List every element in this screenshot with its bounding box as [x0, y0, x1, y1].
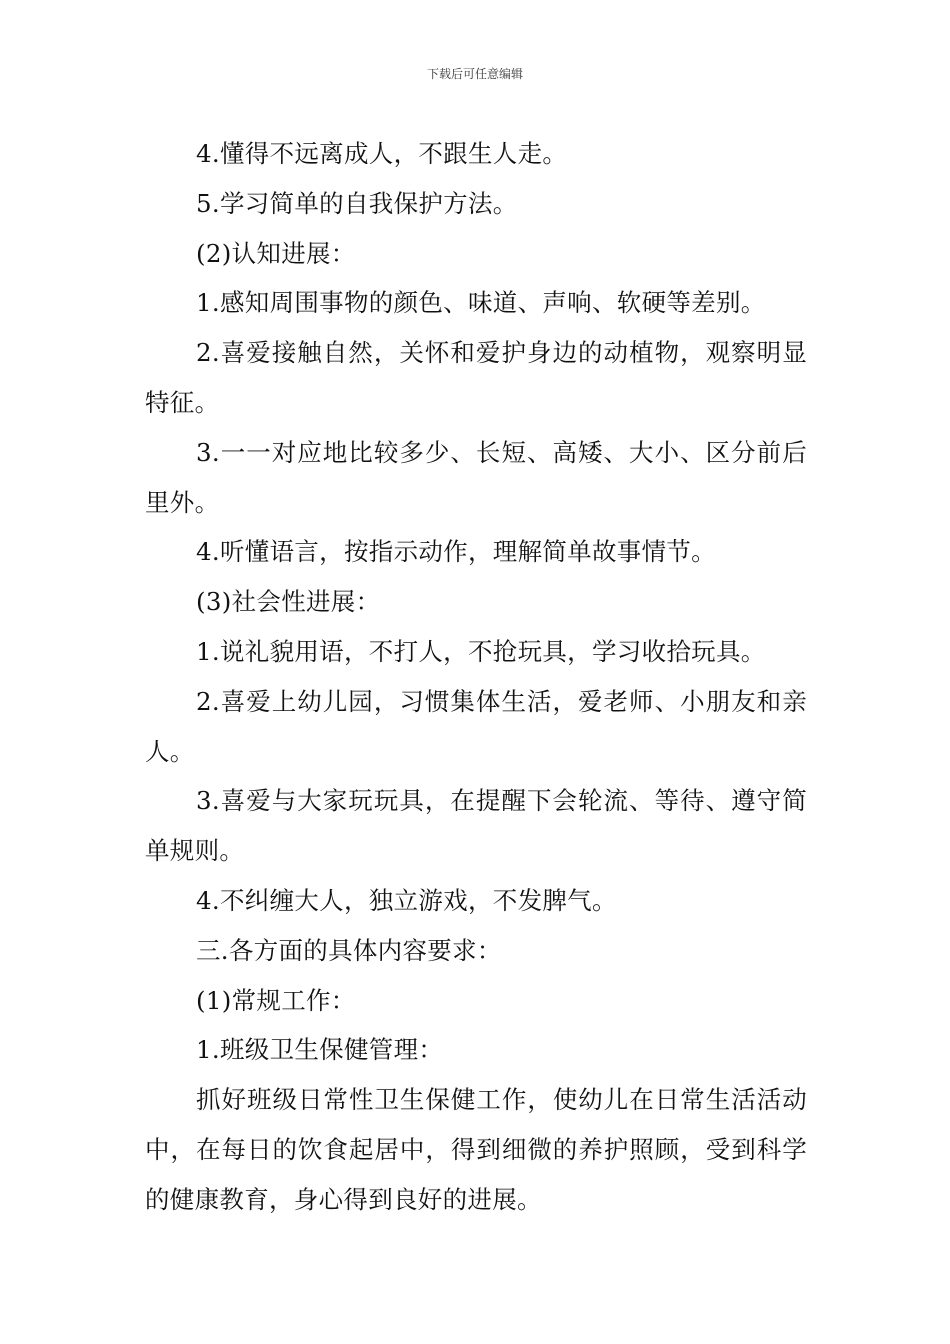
paragraph-social-2: 2.喜爱上幼儿园，习惯集体生活，爱老师、小朋友和亲人。: [145, 686, 807, 766]
section-heading-requirements: 三.各方面的具体内容要求：: [196, 935, 502, 965]
paragraph-cognitive-3: 3.一一对应地比较多少、长短、高矮、大小、区分前后里外。: [145, 437, 807, 517]
subheading-hygiene-management: 1.班级卫生保健管理：: [196, 1035, 444, 1065]
section-heading-cognitive: (2)认知进展：: [196, 238, 356, 268]
paragraph-social-4: 4.不纠缠大人，独立游戏，不发脾气。: [196, 885, 617, 915]
paragraph-cognitive-1: 1.感知周围事物的颜色、味道、声响、软硬等差别。: [196, 288, 766, 318]
subheading-routine-work: (1)常规工作：: [196, 985, 356, 1015]
document-body: [145, 129, 807, 1225]
paragraph-hygiene-detail: 抓好班级日常性卫生保健工作，使幼儿在日常生活活动中，在每日的饮食起居中，得到细微的养护照顾，受到科学的健康教育，身心得到良好的进展。: [145, 1085, 807, 1214]
section-heading-social: (3)社会性进展：: [196, 587, 381, 617]
paragraph-safety-4: 4.懂得不远离成人，不跟生人走。: [196, 139, 568, 168]
paragraph-social-1: 1.说礼貌用语，不打人，不抢玩具，学习收拾玩具。: [196, 636, 766, 666]
page-header: 下载后可任意编辑: [426, 67, 523, 81]
paragraph-cognitive-4: 4.听懂语言，按指示动作，理解简单故事情节。: [196, 537, 716, 567]
paragraph-safety-5: 5.学习简单的自我保护方法。: [196, 188, 518, 218]
paragraph-cognitive-2: 2.喜爱接触自然，关怀和爱护身边的动植物，观察明显特征。: [145, 338, 807, 417]
paragraph-social-3: 3.喜爱与大家玩玩具，在提醒下会轮流、等待、遵守简单规则。: [145, 786, 807, 866]
